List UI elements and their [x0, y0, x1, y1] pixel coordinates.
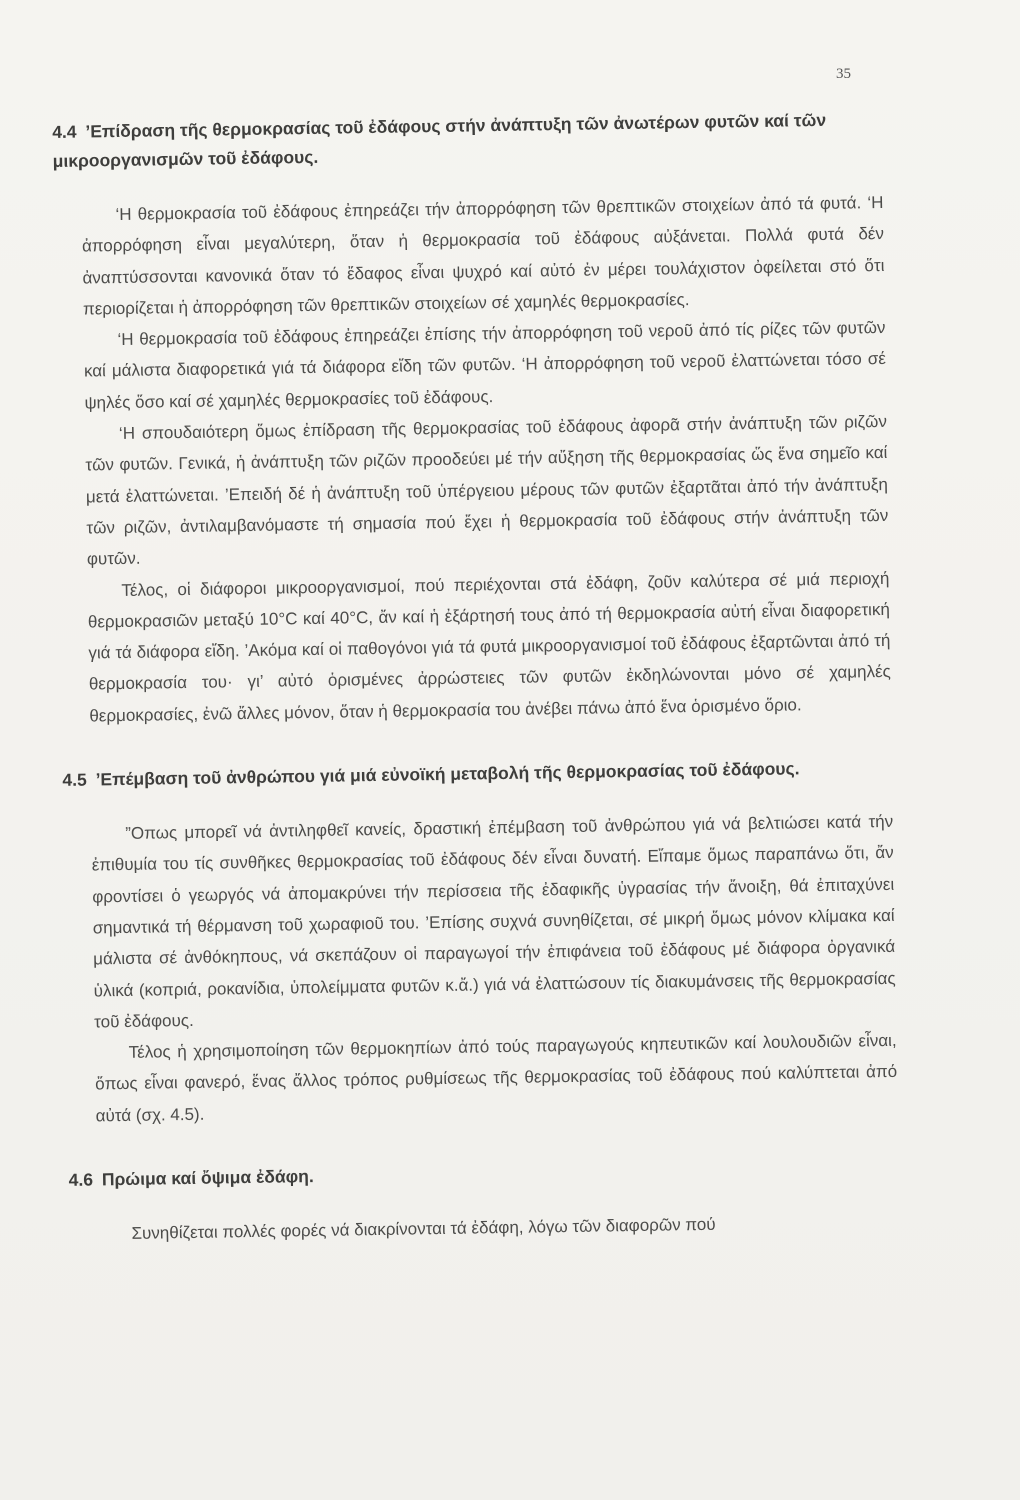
- section-title: Πρώιμα καί ὄψιμα ἐδάφη.: [101, 1166, 314, 1190]
- section-text: [63, 806, 898, 1132]
- page-number: 35: [836, 66, 851, 82]
- paragraph: ‘Η θερμοκρασία τοῦ ἐδάφους ἐπηρεάζει ἐπίσης τήν ἀπορρόφηση τοῦ νεροῦ ἀπό τίς ρίζες τῶν φυτῶν καί μάλιστα διαφορετικά γιά τά διάφορα εἴδη τῶν φυτῶν. ‘Η ἀπορρόφηση τοῦ νεροῦ ἐλαττώνεται τόσο σέ ψηλές ὅσο καί σέ χαμηλές θερμοκρασίες τοῦ ἐδάφους.: [83, 318, 887, 413]
- paragraph: Τέλος, οἱ διάφοροι μικροοργανισμοί, πού περιέχονται στά ἐδάφη, ζοῦν καλύτερα σέ μιά περιοχή θερμοκρασιῶν μεταξύ 10°C καί 40°C, ἄν καί ἡ ἐξάρτησή τους ἀπό τή θερμοκρασία αὐτή εἶναι διαφορετική γιά τά διάφορα εἴδη. ’Ακόμα καί οἱ παθογόνοι γιά τά φυτά μικροοργανισμοί τοῦ ἐδάφους ἐξαρτῶνται ἀπό τή θερμοκρασία του· γι’ αὐτό ὁρισμένες ἀρρώστειες τῶν φυτῶν ἐκδηλώνονται μόνο σέ χαμηλές θερμοκρασίες, ἐνῶ ἄλλες μόνον, ὅταν ἡ θερμοκρασία του ἀνέβει πάνω ἀπό ἕνα ὁρισμένο ὅριο.: [87, 568, 891, 726]
- section-4-5: [62, 753, 898, 1132]
- section-4-6: [68, 1153, 899, 1250]
- paragraph: ‘Η θερμοκρασία τοῦ ἐδάφους ἐπηρεάζει τήν ἀπορρόφηση τῶν θρεπτικῶν στοιχείων ἀπό τά φυτά. ‘Η ἀπορρόφηση εἶναι μεγαλύτερη, ὅταν ἡ θερμοκρασία τοῦ ἐδάφους αὐξάνεται. Πολλά φυτά δέν ἀναπτύσσονται κανονικά ὅταν τό ἔδαφος εἶναι ψυχρό καί αὐτό ἐν μέρει τουλάχιστον ὀφείλεται στό ὅτι περιορίζεται ἡ ἀπορρόφηση τῶν θρεπτικῶν στοιχείων σέ χαμηλές θερμοκρασίες.: [81, 192, 885, 319]
- section-title: ’Επίδραση τῆς θερμοκρασίας τοῦ ἐδάφους στήν ἀνάπτυξη τῶν ἀνωτέρων φυτῶν καί τῶν μικροοργανισμῶν τοῦ ἐδάφους.: [52, 109, 827, 171]
- section-title: ’Επέμβαση τοῦ ἀνθρώπου γιά μιά εὐνοϊκή μεταβολή τῆς θερμοκρασίας τοῦ ἐδάφους.: [95, 758, 800, 790]
- section-text: [69, 1206, 899, 1250]
- paragraph: Τέλος ἡ χρησιμοποίηση τῶν θερμοκηπίων ἀπό τούς παραγωγούς κηπευτικῶν καί λουλουδιῶν εἶναι, ὅπως εἶναι φανερό, ἕνας ἄλλος τρόπος ρυθμίσεως τῆς θερμοκρασίας τοῦ ἐδάφους πού καλύπτεται ἀπό αὐτά (σχ. 4.5).: [95, 1030, 898, 1126]
- paragraph: ‘Η σπουδαιότερη ὅμως ἐπίδραση τῆς θερμοκρασίας τοῦ ἐδάφους ἀφορᾶ στήν ἀνάπτυξη τῶν ριζῶν τῶν φυτῶν. Γενικά, ἡ ἀνάπτυξη τῶν ριζῶν προοδεύει μέ τήν αὔξηση τῆς θερμοκρασίας ὥς ἕνα σημεῖο καί μετά ἐλαττώνεται. ’Επειδή δέ ἡ ἀνάπτυξη τοῦ ὑπέργειου μέρους τῶν φυτῶν ἐξαρτᾶται ἀπό τήν ἀνάπτυξη τῶν ριζῶν, ἀντιλαμβανόμαστε τή σημασία πού ἔχει ἡ θερμοκρασία τοῦ ἐδάφους στήν ἀνάπτυξη τῶν φυτῶν.: [85, 412, 889, 569]
- section-text: [53, 187, 891, 732]
- section-heading: [68, 1153, 898, 1195]
- section-heading: [52, 105, 883, 176]
- section-number: 4.5: [62, 769, 87, 790]
- section-heading: [62, 753, 892, 795]
- paragraph: ”Οπως μπορεῖ νά ἀντιληφθεῖ κανείς, δραστική ἐπέμβαση τοῦ ἀνθρώπου γιά νά βελτιώσει κατά τήν ἐπιθυμία του τίς συνθῆκες θερμοκρασίας τοῦ ἐδάφους δέν εἶναι δυνατή. Εἴπαμε ὅμως παραπάνω ὅτι, ἄν φροντίσει ὁ γεωργός νά ἀπομακρύνει τήν περίσσεια τῆς ἐδαφικῆς ὑγρασίας τήν ἄνοιξη, θά ἐπιταχύνει σημαντικά τή θέρμανση τοῦ χωραφιοῦ του. ’Επίσης συχνά συνηθίζεται, σέ μικρή ὅμως μόνον κλίμακα καί μάλιστα σέ ἀνθόκηπους, νά σκεπάζουν οἱ παραγωγοί τήν ἐπιφάνεια τοῦ ἐδάφους μέ διάφορα ὀργανικά ὑλικά (κοπριά, ροκανίδια, ὑπολείμματα φυτῶν κ.ἄ.) γιά νά ἐλαττώσουν τίς διακυμάνσεις τῆς θερμοκρασίας τοῦ ἐδάφους.: [91, 811, 896, 1032]
- section-4-4: [52, 105, 892, 732]
- section-number: 4.6: [68, 1169, 94, 1190]
- section-number: 4.4: [52, 121, 77, 142]
- page-body: [52, 105, 900, 1284]
- paragraph: Συνηθίζεται πολλές φορές νά διακρίνονται τά ἐδάφη, λόγω τῶν διαφορῶν πού: [131, 1214, 716, 1243]
